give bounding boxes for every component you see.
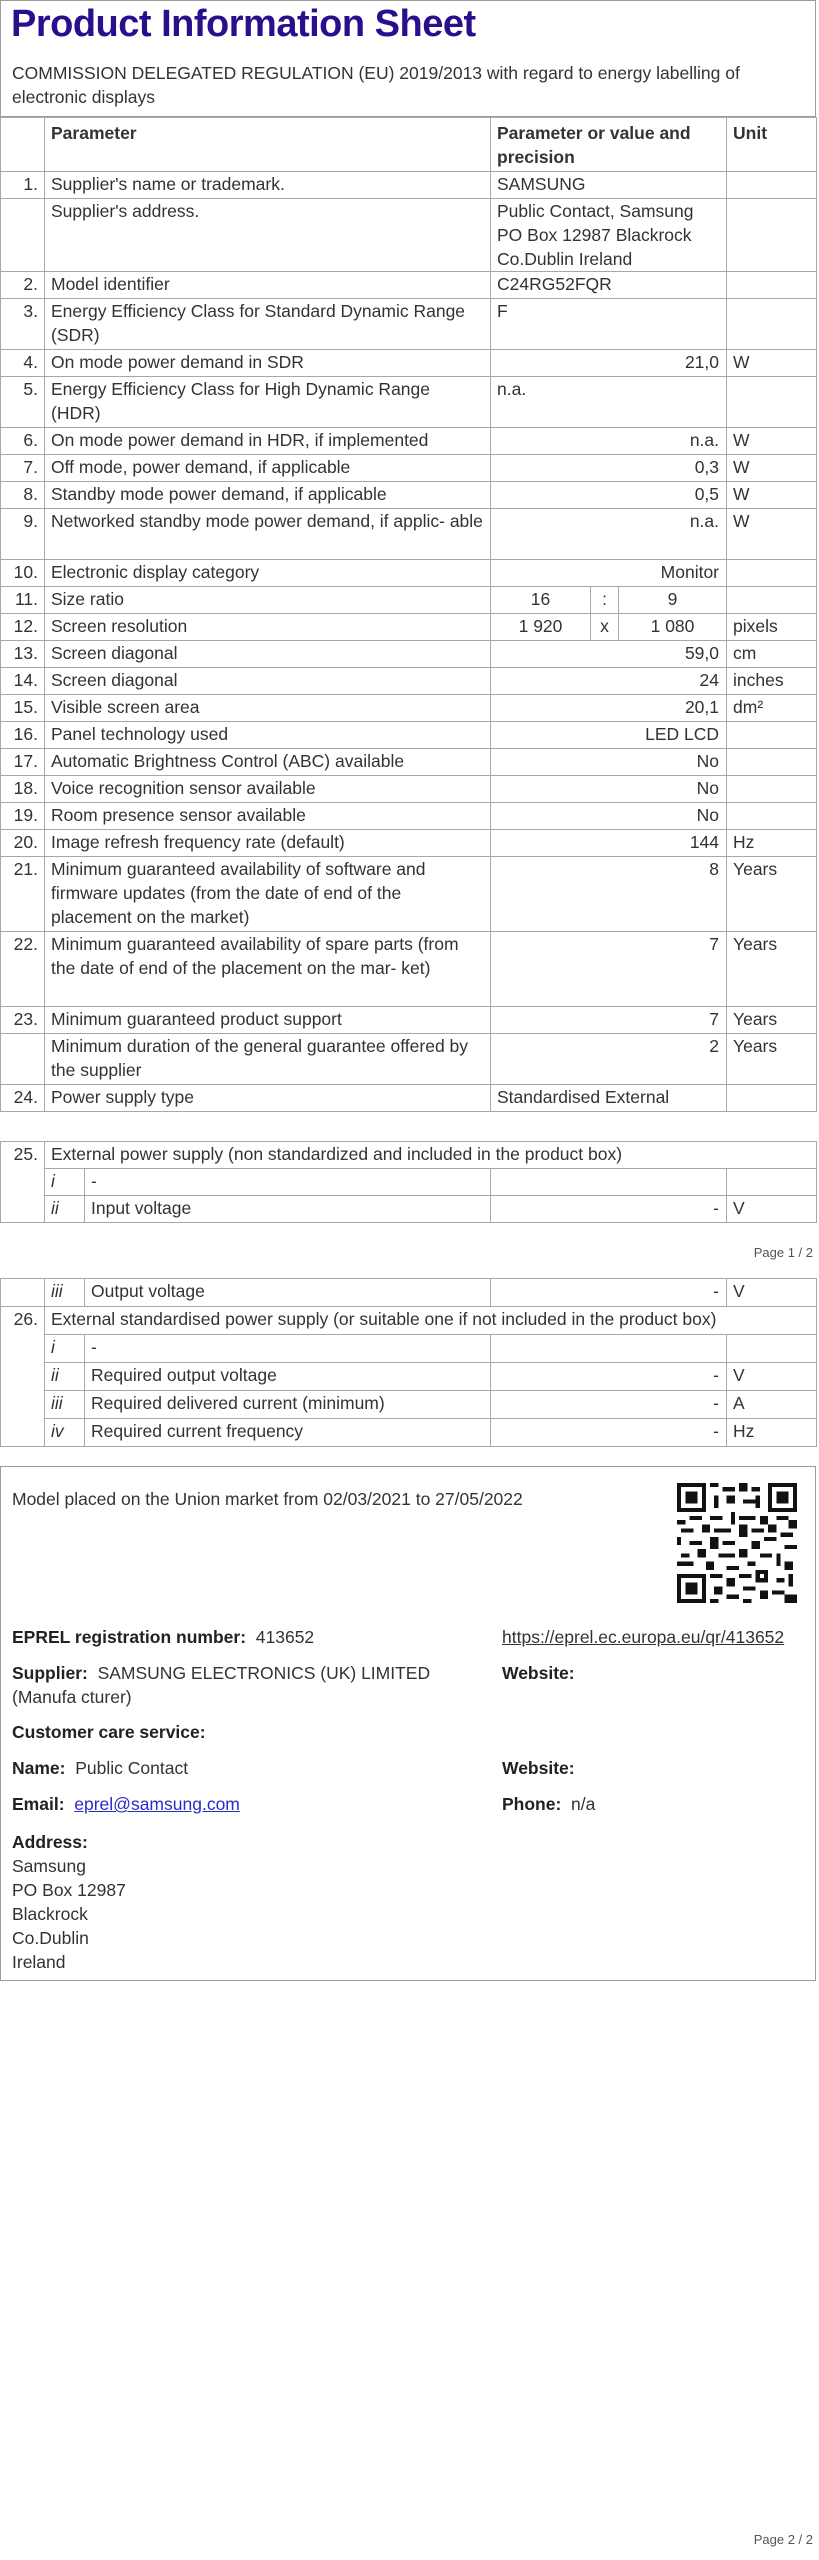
table-row: 1. Supplier's name or trademark. SAMSUNG xyxy=(1,172,817,199)
address-label: Address: xyxy=(12,1832,88,1852)
table-row: 10. Electronic display category Monitor xyxy=(1,560,817,587)
table-row: 19. Room presence sensor available No xyxy=(1,803,817,830)
table-row: 13. Screen diagonal 59,0 cm xyxy=(1,641,817,668)
table-row: Minimum duration of the general guarantee offered by the supplier 2 Years xyxy=(1,1034,817,1085)
table-row: ii Required output voltage - V xyxy=(1,1363,817,1391)
header-value: Parameter or value and precision xyxy=(491,118,727,172)
supplier-info: Supplier: SAMSUNG ELECTRONICS (UK) LIMITED (Manufa cturer) xyxy=(12,1663,431,1707)
page-subtitle: COMMISSION DELEGATED REGULATION (EU) 2019/2013 with regard to energy labelling of electronic displays xyxy=(12,63,740,107)
table-row: 17. Automatic Brightness Control (ABC) available No xyxy=(1,749,817,776)
table-row: 14. Screen diagonal 24 inches xyxy=(1,668,817,695)
table-row: 20. Image refresh frequency rate (default) 144 Hz xyxy=(1,830,817,857)
table-row: 23. Minimum guaranteed product support 7 Years xyxy=(1,1007,817,1034)
power-supply-table-25 xyxy=(0,1141,817,1223)
address-line: Co.Dublin xyxy=(12,1928,89,1948)
header-parameter: Parameter xyxy=(45,118,491,172)
table-row: 8. Standby mode power demand, if applicable 0,5 W xyxy=(1,482,817,509)
address-block xyxy=(12,1854,126,1974)
table-row: 11. Size ratio 16 : 9 xyxy=(1,587,817,614)
table-row: 9. Networked standby mode power demand, if applic- able n.a. W xyxy=(1,509,817,560)
table-row: 5. Energy Efficiency Class for High Dynamic Range (HDR) n.a. xyxy=(1,377,817,428)
table-row: 18. Voice recognition sensor available No xyxy=(1,776,817,803)
table-row: iii Output voltage - V xyxy=(1,1279,817,1307)
header-box xyxy=(0,0,816,117)
table-row: Supplier's address. Public Contact, Samsung PO Box 12987 Blackrock Co.Dublin Ireland xyxy=(1,199,817,272)
qr-code-icon xyxy=(677,1483,797,1603)
table-row: i - xyxy=(1,1335,817,1363)
email-link[interactable]: eprel@samsung.com xyxy=(74,1794,240,1814)
table-row: iv Required current frequency - Hz xyxy=(1,1419,817,1447)
page-title: Product Information Sheet xyxy=(11,3,476,45)
table-row: 3. Energy Efficiency Class for Standard Dynamic Range (SDR) F xyxy=(1,299,817,350)
customer-care-heading: Customer care service: xyxy=(12,1722,206,1742)
table-header-row xyxy=(1,118,817,172)
table-row: 16. Panel technology used LED LCD xyxy=(1,722,817,749)
parameter-table xyxy=(0,117,817,1112)
contact-phone: Phone: n/a xyxy=(502,1794,596,1814)
address-line: Blackrock xyxy=(12,1904,88,1924)
eprel-registration: EPREL registration number: 413652 xyxy=(12,1627,315,1647)
power-supply-table-26 xyxy=(0,1278,817,1447)
page-number: Page 2 / 2 xyxy=(753,2532,813,2547)
table-row: 7. Off mode, power demand, if applicable 0,3 W xyxy=(1,455,817,482)
table-row: 26. External standardised power supply (or suitable one if not included in the product box) xyxy=(1,1307,817,1335)
header-unit: Unit xyxy=(727,118,817,172)
page-2 xyxy=(0,1260,819,2560)
table-row: 21. Minimum guaranteed availability of software and firmware updates (from the date of end of the placement on the market) 8 Years xyxy=(1,857,817,932)
contact-email: Email: eprel@samsung.com xyxy=(12,1794,240,1814)
contact-name: Name: Public Contact xyxy=(12,1758,189,1778)
table-row: 4. On mode power demand in SDR 21,0 W xyxy=(1,350,817,377)
table-row: 12. Screen resolution 1 920 x 1 080 pixels xyxy=(1,614,817,641)
table-row: ii Input voltage - V xyxy=(1,1196,817,1223)
address-line: PO Box 12987 xyxy=(12,1880,126,1900)
table-row: 25. External power supply (non standardized and included in the product box) xyxy=(1,1142,817,1169)
table-row: i - xyxy=(1,1169,817,1196)
supplier-website-label: Website: xyxy=(502,1663,575,1683)
page-1 xyxy=(0,0,819,1260)
market-placement-text: Model placed on the Union market from 02/03/2021 to 27/05/2022 xyxy=(12,1489,523,1509)
table-row: iii Required delivered current (minimum) - A xyxy=(1,1391,817,1419)
table-row: 15. Visible screen area 20,1 dm² xyxy=(1,695,817,722)
eprel-link[interactable]: https://eprel.ec.europa.eu/qr/413652 xyxy=(502,1627,785,1647)
table-row: 6. On mode power demand in HDR, if implemented n.a. W xyxy=(1,428,817,455)
address-line: Ireland xyxy=(12,1952,66,1972)
supplier-info-box xyxy=(0,1466,816,1981)
care-website-label: Website: xyxy=(502,1758,575,1778)
table-row: 2. Model identifier C24RG52FQR xyxy=(1,272,817,299)
table-row: 22. Minimum guaranteed availability of spare parts (from the date of end of the placement on the mar- ket) 7 Years xyxy=(1,932,817,1007)
page-number: Page 1 / 2 xyxy=(753,1245,813,1260)
table-row: 24. Power supply type Standardised External xyxy=(1,1085,817,1112)
header-num xyxy=(1,118,45,172)
address-line: Samsung xyxy=(12,1856,86,1876)
